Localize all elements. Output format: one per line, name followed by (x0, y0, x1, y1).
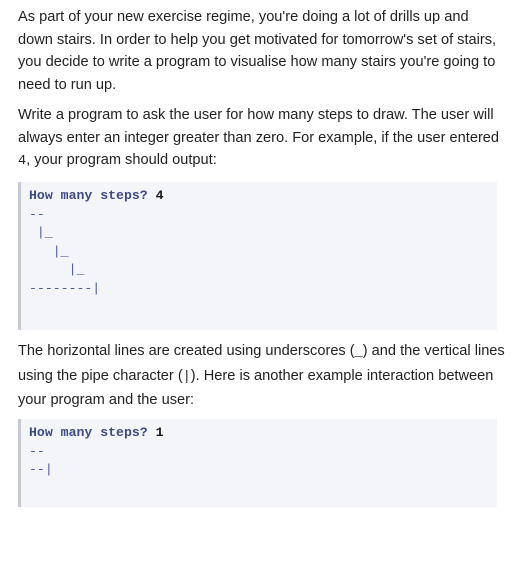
example-value-inline: 4 (18, 154, 27, 170)
instruction-paragraph (18, 104, 506, 174)
instruction-text-after: , your program should output: (26, 152, 217, 169)
example-2-prompt: How many steps? (29, 425, 156, 440)
example-2-output: -- --| (29, 443, 53, 478)
underscore-inline-code: _ (354, 345, 363, 360)
explanation-text-before: The horizontal lines are created using underscores ( (18, 343, 355, 359)
intro-paragraph: As part of your new exercise regime, you're doing a lot of drills up and down stairs. In order to help you get motivated for tomorrow's set of stairs, you decide to write a program to visualise how many stairs you're going to need to run up. (18, 9, 497, 93)
pipe-inline-code: | (182, 369, 191, 385)
example-1-code-block (18, 182, 497, 330)
example-1-prompt: How many steps? (29, 188, 156, 203)
instruction-text-before: Write a program to ask the user for how many steps to draw. The user will always enter an integer greater than zero. For example, if the user entered (18, 107, 500, 146)
example-1-output: -- |_ |_ |_ --------| (29, 206, 101, 296)
explanation-text-middle: ) and the vertical lines using the pipe character ( (18, 343, 505, 384)
explanation-paragraph (18, 340, 506, 412)
example-2-user-input: 1 (155, 425, 164, 440)
example-1-user-input: 4 (155, 188, 164, 203)
example-2-code-block (18, 419, 497, 507)
explanation-text-after: ). Here is another example interaction between your program and the user: (18, 367, 494, 409)
